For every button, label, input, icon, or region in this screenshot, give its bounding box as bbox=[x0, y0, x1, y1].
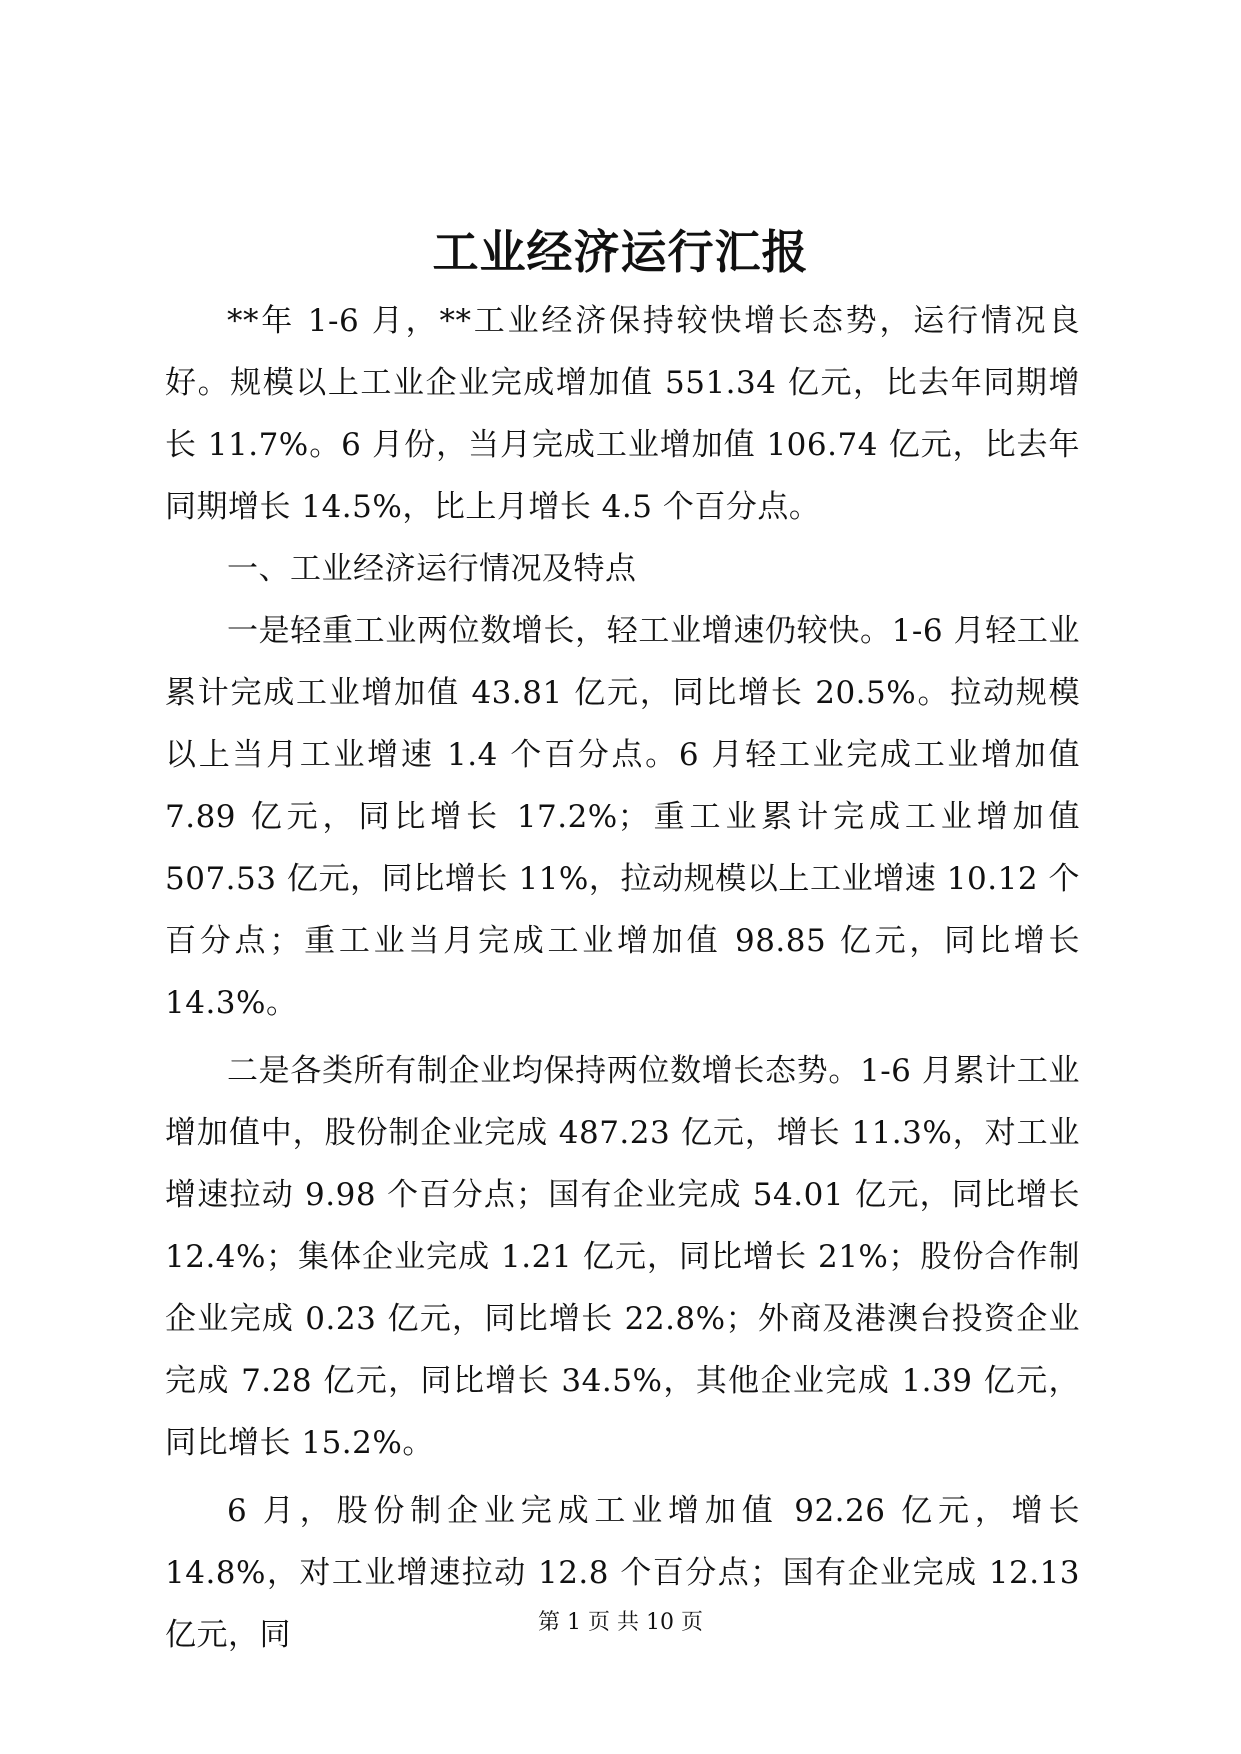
paragraph-light-heavy-industry: 一是轻重工业两位数增长，轻工业增速仍较快。1-6 月轻工业累计完成工业增加值 43.81 亿元，同比增长 20.5%。拉动规模以上当月工业增速 1.4 个百分点。6 月轻工业完成工业增加值 7.89 亿元，同比增长 17.2%；重工业累计完成工业增加值 507.53 亿元，同比增长 11%，拉动规模以上工业增速 10.12 个百分点；重工业当月完成工业增加值 98.85 亿元，同比增长 14.3%。 bbox=[165, 613, 1080, 1021]
page-footer: 第 1 页 共 10 页 bbox=[538, 1610, 703, 1635]
paragraph-june: 6 月，股份制企业完成工业增加值 92.26 亿元，增长 14.8%，对工业增速拉动 12.8 个百分点；国有企业完成 12.13 亿元，同 bbox=[165, 1493, 1080, 1653]
paragraph-intro: **年 1-6 月，**工业经济保持较快增长态势，运行情况良好。规模以上工业企业完成增加值 551.34 亿元，比去年同期增长 11.7%。6 月份，当月完成工业增加值 106.74 亿元，比去年同期增长 14.5%，比上月增长 4.5 个百分点。 bbox=[165, 303, 1080, 525]
paragraph-ownership-types: 二是各类所有制企业均保持两位数增长态势。1-6 月累计工业增加值中，股份制企业完成 487.23 亿元，增长 11.3%，对工业增速拉动 9.98 个百分点；国有企业完成 54.01 亿元，同比增长 12.4%；集体企业完成 1.21 亿元，同比增长 21%；股份合作制企业完成 0.23 亿元，同比增长 22.8%；外商及港澳台投资企业完成 7.28 亿元，同比增长 34.5%，其他企业完成 1.39 亿元，同比增长 15.2%。 bbox=[165, 1053, 1080, 1461]
document-title: 工业经济运行汇报 bbox=[432, 225, 809, 279]
document-body bbox=[165, 290, 1080, 1666]
section-heading: 一、工业经济运行情况及特点 bbox=[227, 551, 637, 587]
